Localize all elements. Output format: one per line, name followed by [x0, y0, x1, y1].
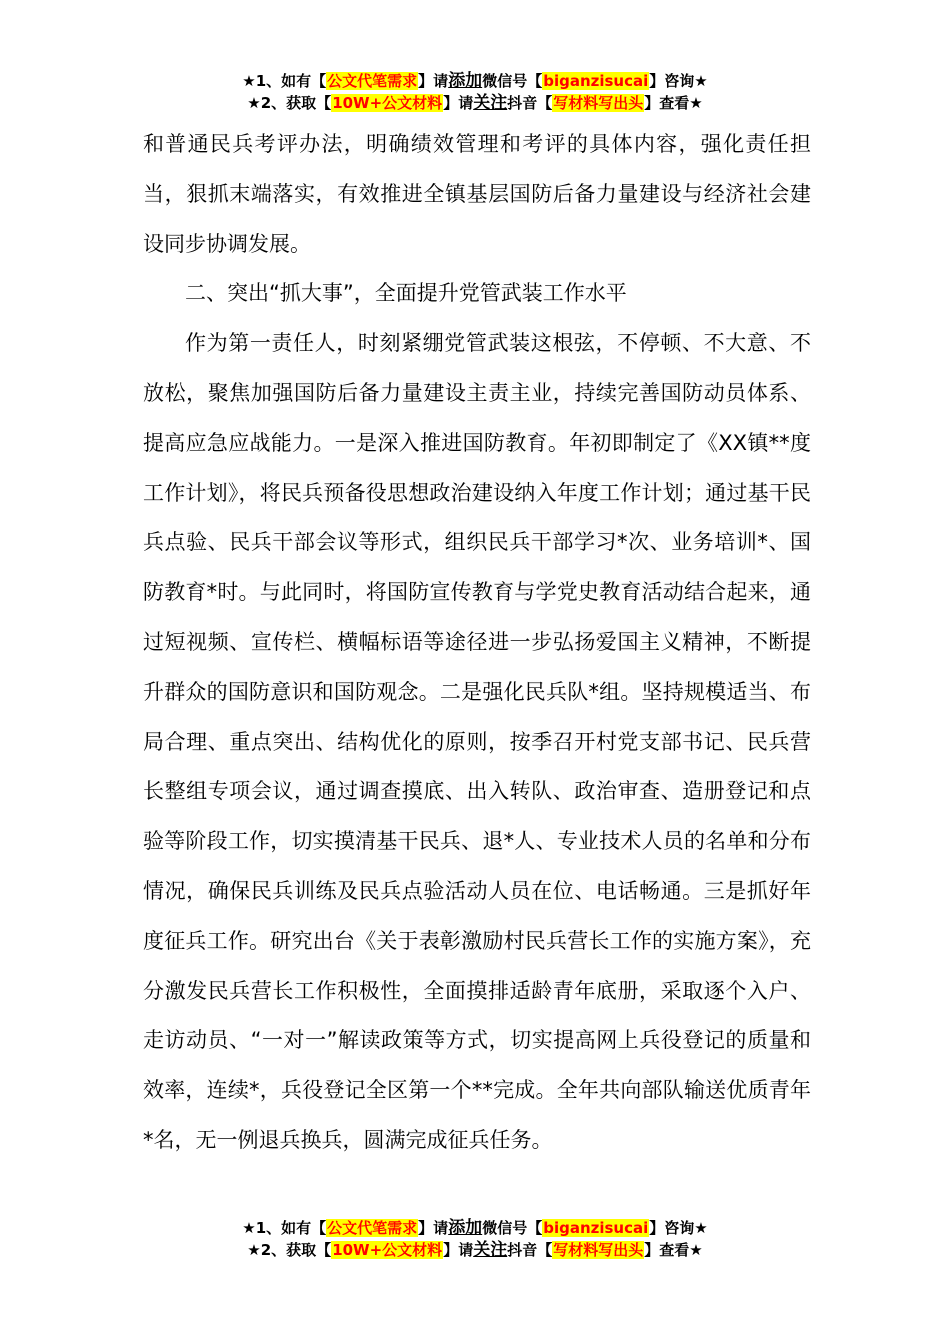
header-underline-follow: 关注: [473, 93, 508, 113]
footer-banner-line-1: ★1、如有【公文代笔需求】请添加微信号【biganzisucai】咨询★: [242, 1218, 708, 1238]
header-highlight-service: 公文代笔需求: [327, 72, 418, 90]
footer-banner-line-2: ★2、获取【10W+公文材料】请关注抖音【写材料写出头】查看★: [247, 1240, 703, 1260]
footer-underline-follow: 关注: [473, 1240, 508, 1260]
paragraph-main: 作为第一责任人，时刻紧绷党管武装这根弦，不停顿、不大意、不放松，聚焦加强国防后备力量建设主责主业，持续完善国防动员体系、提高应急应战能力。一是深入推进国防教育。年初即制定了《XX镇**度工作计划》，将民兵预备役思想政治建设纳入年度工作计划；通过基干民兵点验、民兵干部会议等形式，组织民兵干部学习*次、业务培训*、国防教育*时。与此同时，将国防宣传教育与学党史教育活动结合起来，通过短视频、宣传栏、横幅标语等途径进一步弘扬爱国主义精神，不断提升群众的国防意识和国防观念。二是强化民兵队*组。坚持规模适当、布局合理、重点突出、结构优化的原则，按季召开村党支部书记、民兵营长整组专项会议，通过调查摸底、出入转队、政治审查、造册登记和点验等阶段工作，切实摸清基干民兵、退*人、专业技术人员的名单和分布情况，确保民兵训练及民兵点验活动人员在位、电话畅通。三是抓好年度征兵工作。研究出台《关于表彰激励村民兵营长工作的实施方案》，充分激发民兵营长工作积极性，全面摸排适龄青年底册，采取逐个入户、走访动员、“一对一”解读政策等方式，切实提高网上兵役登记的质量和效率，连续*，兵役登记全区第一个**完成。全年共向部队输送优质青年*名，无一例退兵换兵，圆满完成征兵任务。: [143, 331, 811, 1152]
paragraph-continuation: 和普通民兵考评办法，明确绩效管理和考评的具体内容，强化责任担当，狠抓末端落实，有效推进全镇基层国防后备力量建设与经济社会建设同步协调发展。: [143, 132, 811, 256]
header-banner-line-1: ★1、如有【公文代笔需求】请添加微信号【biganzisucai】咨询★: [242, 71, 708, 91]
header-banner-line-2: ★2、获取【10W+公文材料】请关注抖音【写材料写出头】查看★: [247, 93, 703, 113]
footer-highlight-service: 公文代笔需求: [327, 1219, 418, 1237]
footer-highlight-wechat-id: biganzisucai: [543, 1219, 649, 1237]
footer-highlight-materials: 10W+公文材料: [332, 1241, 443, 1259]
header-underline-add: 添加: [448, 71, 483, 91]
footer-highlight-douyin: 写材料写出头: [553, 1241, 644, 1259]
footer-underline-add: 添加: [448, 1218, 483, 1238]
header-highlight-materials: 10W+公文材料: [332, 94, 443, 112]
header-banner: [0, 70, 950, 114]
section-heading: 二、突出“抓大事”，全面提升党管武装工作水平: [185, 281, 627, 306]
header-highlight-wechat-id: biganzisucai: [543, 72, 649, 90]
footer-banner: [0, 1217, 950, 1261]
header-highlight-douyin: 写材料写出头: [553, 94, 644, 112]
document-body: [143, 120, 811, 1166]
